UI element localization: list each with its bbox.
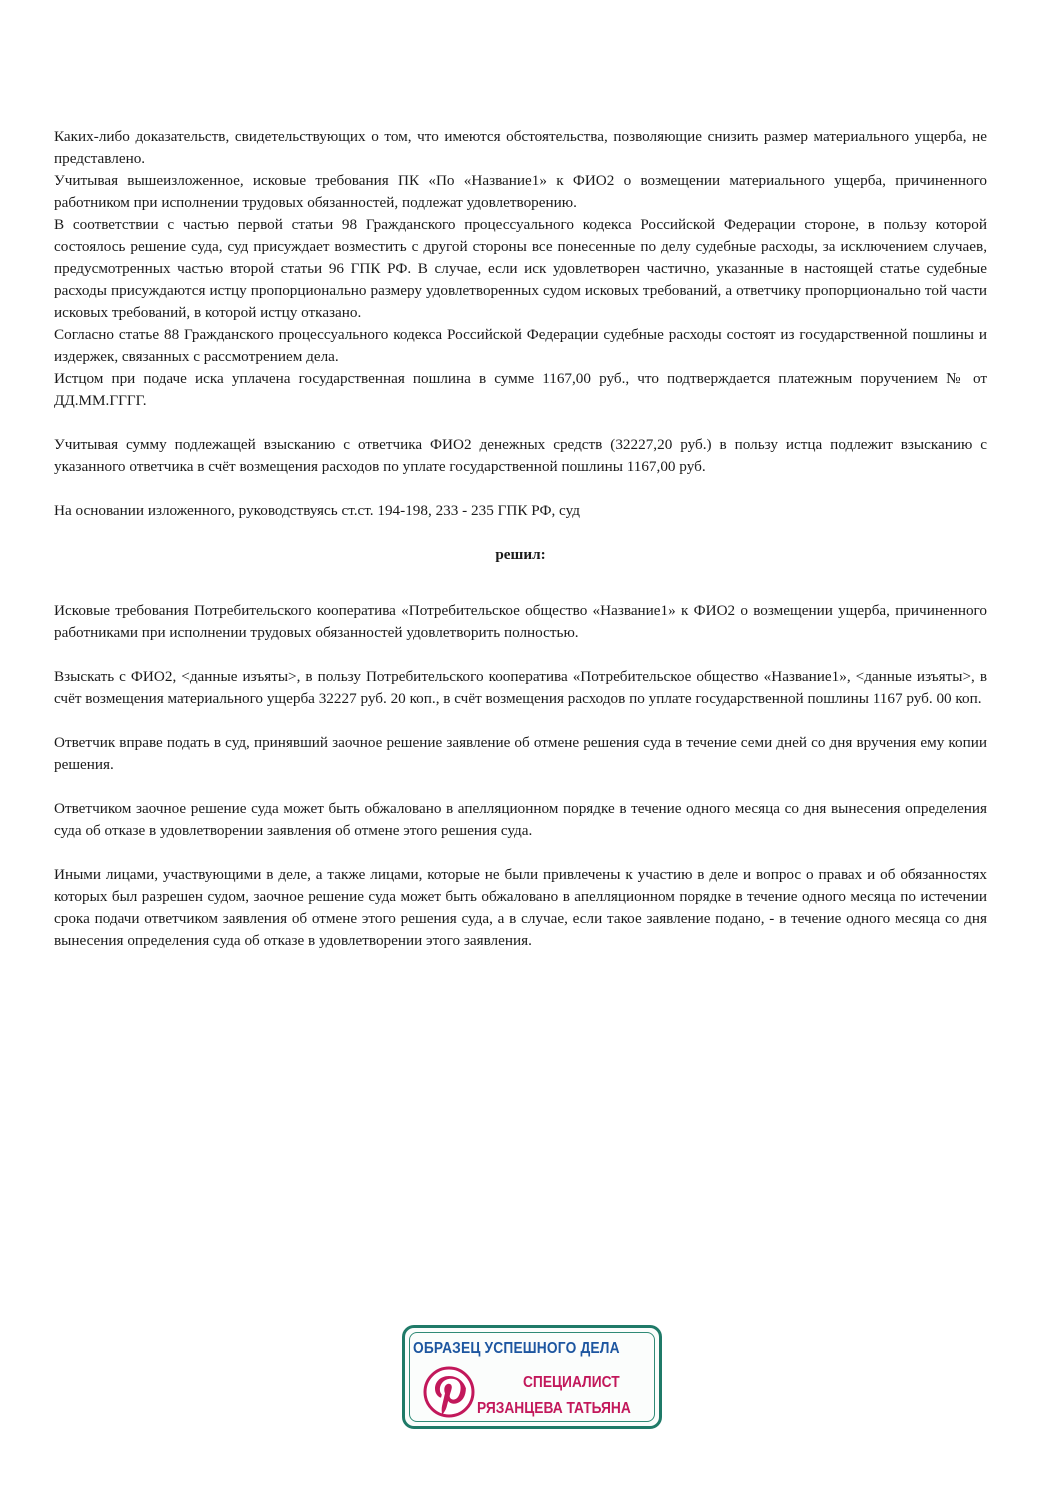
resolution-recovery: Взыскать с ФИО2, <данные изъяты>, в пользу Потребительского кооператива «Потребительское общество «Название1», <данные изъяты>, в счёт возмещения материального ущерба 32227 руб. 20 коп., в счёт возмещения расходов по уплате государственной пошлины 1167 руб. 00 коп.: [54, 668, 987, 707]
sample-case-stamp: [402, 1325, 662, 1429]
paragraph-legal-basis: На основании изложенного, руководствуясь ст.ст. 194-198, 233 - 235 ГПК РФ, суд: [54, 502, 580, 519]
paragraph-claims-satisfied: Учитывая вышеизложенное, исковые требования ПК «По «Название1» к ФИО2 о возмещении материального ущерба, причиненного работником при исполнении трудовых обязанностей, подлежат удовлетворению.: [54, 172, 987, 211]
document-body: [54, 126, 987, 952]
stamp-specialist: СПЕЦИАЛИСТ: [523, 1374, 620, 1391]
decision-heading: решил:: [495, 546, 546, 563]
paragraph-evidence: Каких-либо доказательств, свидетельствующих о том, что имеются обстоятельства, позволяющие снизить размер материального ущерба, не представлено.: [54, 128, 987, 167]
resolution-defendant-appeal: Ответчик вправе подать в суд, принявший заочное решение заявление об отмене решения суда в течение семи дней со дня вручения ему копии решения.: [54, 734, 987, 773]
resolution-other-persons: Иными лицами, участвующими в деле, а также лицами, которые не были привлечены к участию в деле и вопрос о правах и об обязанностях которых был разрешен судом, заочное решение суда может быть обжаловано в апелляционном порядке в течение одного месяца по истечении срока подачи ответчиком заявления об отмене этого решения суда, а в случае, если такое заявление подано, - в течение одного месяца со дня вынесения определения суда об отказе в удовлетворении этого заявления.: [54, 866, 987, 949]
resolution-appeal-term: Ответчиком заочное решение суда может быть обжаловано в апелляционном порядке в течение одного месяца со дня вынесения определения суда об отказе в удовлетворении заявления об отмене этого решения суда.: [54, 800, 987, 839]
paragraph-state-fee: Истцом при подаче иска уплачена государственная пошлина в сумме 1167,00 руб., что подтверждается платежным поручением № от ДД.ММ.ГГГГ.: [54, 370, 987, 409]
resolution-claims: Исковые требования Потребительского кооператива «Потребительское общество «Название1» к ФИО2 о возмещении ущерба, причиненного работниками при исполнении трудовых обязанностей удовлетворить полностью.: [54, 602, 987, 641]
pinterest-icon: [423, 1366, 475, 1418]
paragraph-fee-recovery: Учитывая сумму подлежащей взысканию с ответчика ФИО2 денежных средств (32227,20 руб.) в пользу истца подлежит взысканию с указанного ответчика в счёт возмещения расходов по уплате государственной пошлины 1167,00 руб.: [54, 436, 987, 475]
paragraph-article-88: Согласно статье 88 Гражданского процессуального кодекса Российской Федерации судебные расходы состоят из государственной пошлины и издержек, связанных с рассмотрением дела.: [54, 326, 987, 365]
stamp-name: РЯЗАНЦЕВА ТАТЬЯНА: [477, 1400, 631, 1417]
stamp-title: ОБРАЗЕЦ УСПЕШНОГО ДЕЛА: [413, 1340, 620, 1357]
paragraph-article-98: В соответствии с частью первой статьи 98 Гражданского процессуального кодекса Российской Федерации стороне, в пользу которой состоялось решение суда, суд присуждает возместить с другой стороны все понесенные по делу судебные расходы, за исключением случаев, предусмотренных частью второй статьи 96 ГПК РФ. В случае, если иск удовлетворен частично, указанные в настоящей статье судебные расходы присуждаются истцу пропорционально размеру удовлетворенных судом исковых требований, а ответчику пропорционально той части исковых требований, в которой истцу отказано.: [54, 216, 987, 321]
